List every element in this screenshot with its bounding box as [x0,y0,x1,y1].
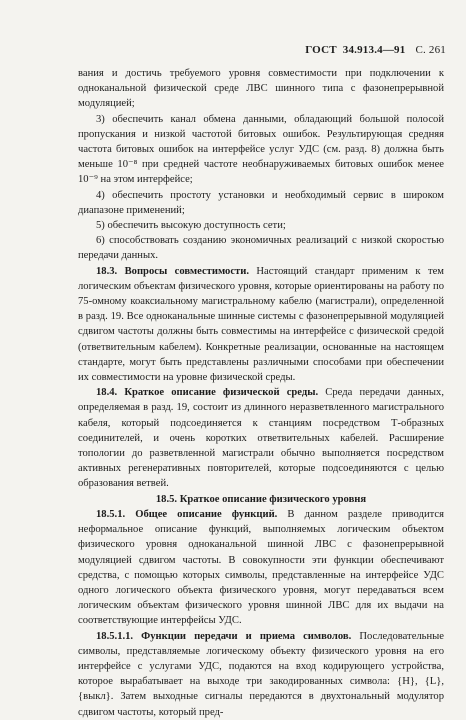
page-header [305,44,446,56]
section-18-5-1 [78,507,444,629]
section-18-3 [78,264,444,386]
section-text: В данном разделе приводится неформальное описание функций, выполняемых логическим объектом физического уровня одноканальной шинной ЛВС с фазонепрерывной модуляцией сдвигом частоты. В совокупности эти функции обеспечивают средства, с помощью которых символы, представленные на интерфейсе УДС одного логического объекта физического уровня, могут передаваться всем логическим объектам физического уровня шинной ЛВС для их выдачи на соответствующие интерфейсы УДС. [78,508,444,627]
section-18-5-1-1 [78,629,444,720]
paragraph-continuation: вания и достичь требуемого уровня совместимости при подключении к одноканальной физической среде ЛВС шинного типа с фазонепрерывной модуляцией; [78,68,444,110]
page-number: С. 261 [415,44,446,56]
standard-number: 34.913.4—91 [342,44,406,56]
section-text: Настоящий стандарт применим к тем логическим объектам физического уровня, которые ориентированы на работу по 75-омному коаксиальному магистральному кабелю (магистрали), определенной в разд. 19. Все одноканальные шинные системы с фазонепрерывной модуляцией сдвигом частоты должны быть совместимы на интерфейсе с физической средой (ответвительным кабелем). Конкретные реализации, основанные на настоящем стандарте, могут быть представлены различными способами при обеспечении их совместимости на уровне физической среды. [78,265,444,384]
section-heading: 18.5.1. Общее описание функций. [96,508,278,520]
section-18-5-title: 18.5. Краткое описание физического уровня [155,493,367,505]
section-heading: 18.5.1.1. Функции передачи и приема символов. [96,630,352,642]
section-text: Последовательные символы, представляемые логическому объекту физического уровня на его интерфейсе с услугами УДС, подаются на вход кодирующего устройства, которое вырабатывает на выходе три закодированных символа: {H}, {L}, {выкл}. Затем выходные сигналы передаются в двухтональный модулятор сдвигом частоты, который пред- [78,630,444,718]
document-body [78,66,444,720]
section-18-4 [78,385,444,491]
section-text: Среда передачи данных, определяемая в разд. 19, состоит из длинного неразветвленного магистрального кабеля, который подсоединяется к станциям посредством Т-образных соединителей, и очень коротких ответвительных кабелей. Расширение топологии до разветвленной магистрали обычно выполняется посредством активных регенеративных повторителей, которые подсоединяются с целью образования ветвей. [78,387,444,490]
list-item-6: 6) способствовать созданию экономичных реализаций с низкой скоростью передачи данных. [78,235,444,262]
standard-label: ГОСТ [305,44,337,56]
section-heading: 18.4. Краткое описание физической среды. [96,387,319,399]
list-item-5: 5) обеспечить высокую доступность сети; [96,220,286,232]
section-heading: 18.3. Вопросы совместимости. [96,265,249,277]
list-item-3: 3) обеспечить канал обмена данными, обладающий большой полосой пропускания и низкой частотой битовых ошибок. Результирующая средняя частота битовых ошибок на интерфейсе услуг УДС (см. разд. 8) должна быть меньше 10⁻⁸ при средней частоте необнаруживаемых битовых ошибок менее 10⁻⁹ на этом интерфейсе; [78,113,444,186]
list-item-4: 4) обеспечить простоту установки и необходимый сервис в широком диапазоне применений; [78,189,444,216]
